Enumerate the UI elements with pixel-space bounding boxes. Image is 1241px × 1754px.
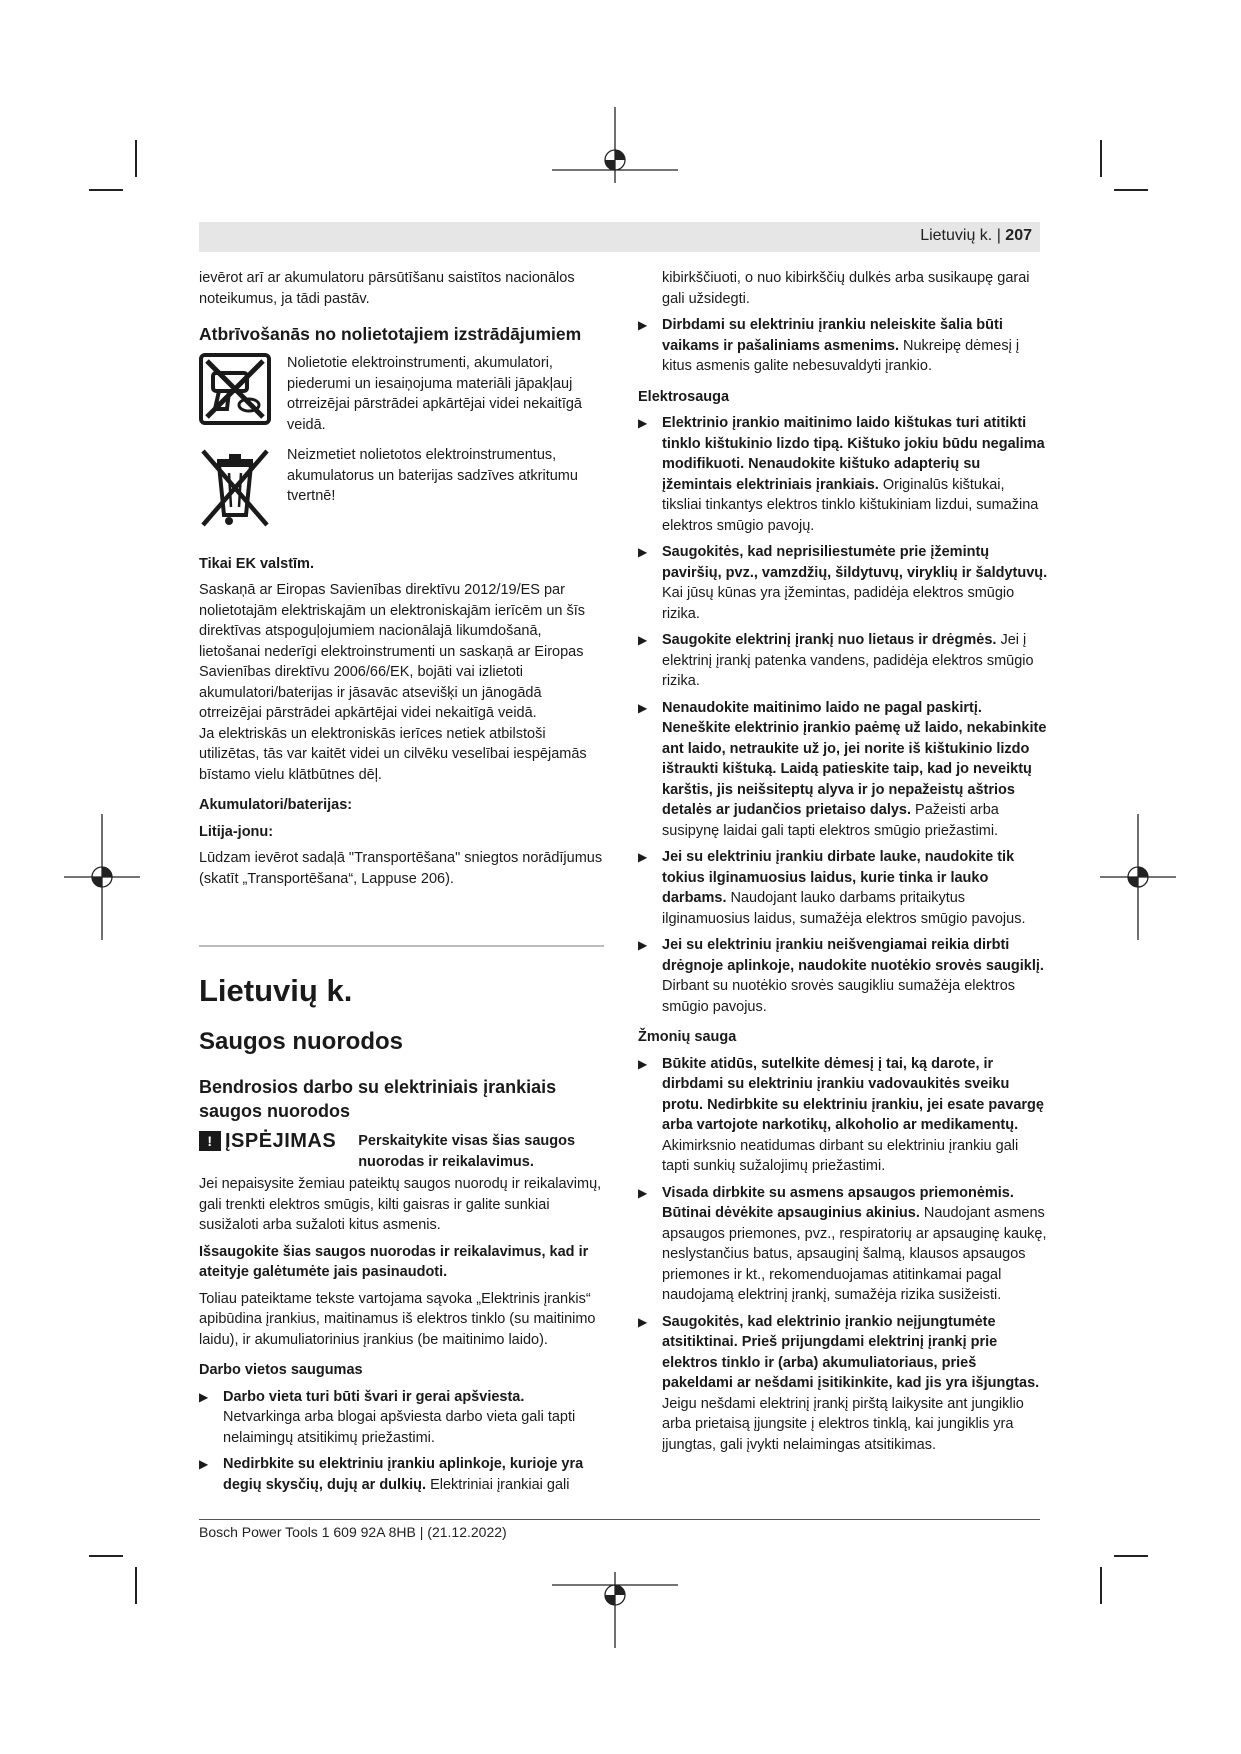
triangle-bullet-icon: ▶ [638, 700, 648, 715]
term-definition: Toliau pateiktame tekste vartojama sąvoka „Elektrinis įrankis“ apibūdina įrankius, maitinamus iš elektros tinklo (su maitinimo laidu), ir akumuliatorinius įrankius (be maitinimo laido). [199, 1290, 596, 1348]
bullet-bold: Jei su elektriniu įrankiu dirbate lauke, naudokite tik tokius ilginamuosius laidus, kurie tinka ir lauko darbams. [662, 849, 1015, 906]
triangle-bullet-icon: ▶ [199, 1457, 209, 1471]
language-heading: Lietuvių k. [199, 973, 353, 1008]
crop-mark [135, 1567, 137, 1604]
right-column [638, 268, 1048, 1461]
crop-mark [1114, 1555, 1148, 1557]
eu-text-2: Ja elektriskās un elektroniskās ierīces netiek atbilstoši utilizētas, tās var kaitēt videi un cilvēku veselībai iespējamās bīstamo vielu klātbūtnes dēļ. [199, 725, 587, 783]
crop-mark [1100, 1567, 1102, 1604]
page-number: 207 [1005, 227, 1032, 244]
disposal-row-2 [199, 445, 604, 536]
list-item [638, 1054, 1048, 1177]
list-item [638, 935, 1048, 1017]
eu-heading: Tikai EK valstīm. [199, 555, 314, 572]
triangle-bullet-icon: ▶ [638, 1314, 648, 1329]
intro-text: ievērot arī ar akumulatoru pārsūtīšanu saistītos nacionālos noteikumus, ja tādi pastāv. [199, 270, 575, 307]
registration-mark-top [550, 105, 680, 185]
list-item [199, 1387, 604, 1449]
workplace-heading: Darbo vietos saugumas [199, 1362, 363, 1378]
disposal-text-2: Neizmetiet nolietotos elektroinstrumentus, akumulatorus un baterijas sadzīves atkritumu tvertnē! [287, 447, 578, 504]
bullet-text: Elektriniai įrankiai gali [430, 1476, 570, 1493]
bullet-text: Pažeisti arba susipynę laidai gali tapti elektros smūgio priežastimi. [662, 802, 999, 839]
list-item [638, 413, 1048, 536]
registration-mark-right [1098, 812, 1178, 942]
list-item [638, 847, 1048, 929]
crop-mark [89, 189, 123, 191]
continued-text: kibirkščiuoti, o nuo kibirkščių dulkės arba susikaupę garai gali užsidegti. [662, 270, 1030, 307]
warning-label-text: ĮSPĖJIMAS [225, 1130, 337, 1152]
bullet-bold: Dirbdami su elektriniu įrankiu neleiskite šalia būti vaikams ir pašaliniams asmenims. [662, 317, 1003, 354]
bullet-bold: Nedirbkite su elektriniu įrankiu aplinkoje, kurioje yra degių skysčių, dujų ar dulkių. [223, 1456, 584, 1493]
bullet-text: Naudojant asmens apsaugos priemones, pvz., respiratorių ar apsauginę kaukę, neslystančius batus, apsauginį šalmą, klausos apsaugos priemones ir kt., rekomenduojamas atitinkamai pagal naudojamą elektrinį įrankį, sumažėja rizika susižeisti. [662, 1205, 1047, 1303]
disposal-row-1 [199, 353, 604, 441]
list-item [638, 1183, 1048, 1306]
disposal-heading: Atbrīvošanās no nolietotajiem izstrādājumiem [199, 324, 582, 344]
bullet-text: Akimirksnio neatidumas dirbant su elektriniu įrankiu gali tapti sunkių sužalojimų priežastimi. [662, 1137, 1019, 1174]
bullet-bold: Būkite atidūs, sutelkite dėmesį į tai, ką darote, ir dirbdami su elektriniu įrankiu vadovaukitės sveiku protu. Nedirbkite su elektriniu įrankiu, jei esate pavargę arba vartojote narkotikų, alkoholio ar medikamentų. [662, 1055, 1044, 1133]
bullet-text: Jeigu nešdami elektrinį įrankį pirštą laikysite ant jungiklio arba prietaisą įjungsite į elektros tinklą, kai jungiklis yra įjungtas, gali įvykti nelaimingas atsitikimas. [662, 1395, 1024, 1453]
bullet-text: Dirbant su nuotėkio srovės saugikliu sumažėja elektros smūgio pavojus. [662, 978, 1016, 1015]
left-column [199, 268, 604, 1501]
triangle-bullet-icon: ▶ [638, 1056, 648, 1071]
warning-block [199, 1131, 604, 1172]
bullet-text: Netvarkinga arba blogai apšviesta darbo vieta gali tapti nelaimingų atsitikimų priežastimi. [223, 1409, 576, 1446]
crop-mark [135, 140, 137, 177]
list-item [638, 542, 1048, 624]
safety-heading: Saugos nuorodos [199, 1028, 403, 1055]
bullet-bold: Saugokitės, kad neprisiliestumėte prie įžemintų paviršių, pvz., vamzdžių, šildytuvų, viryklių ir šaldytuvų. [662, 544, 1048, 581]
bullet-text: Originalūs kištukai, tiksliai tinkantys elektros tinklo kištukiniam lizdui, sumažina elektros smūgio pavojų. [662, 476, 1039, 534]
bullet-text: Kai jūsų kūnas yra įžemintas, padidėja elektros smūgio rizika. [662, 585, 1015, 622]
list-item [199, 1454, 604, 1495]
general-safety-heading: Bendrosios darbo su elektriniais įrankiais saugos nuorodos [199, 1077, 557, 1121]
bullet-text: Naudojant lauko darbams pritaikytus ilginamuosius laidus, sumažėja elektros smūgio pavojus. [662, 890, 1026, 927]
page-footer: Bosch Power Tools 1 609 92A 8HB | (21.12.2022) [199, 1524, 507, 1540]
list-item [638, 1312, 1048, 1456]
bullet-text: Nukreipę dėmesį į kitus asmenis galite nebesuvaldyti įrankio. [662, 337, 1020, 374]
triangle-bullet-icon: ▶ [638, 938, 648, 952]
list-item [638, 630, 1048, 692]
bullet-text: Jei į elektrinį įrankį patenka vandens, padidėja elektros smūgio rizika. [662, 632, 1034, 689]
bullet-bold: Saugokitės, kad elektrinio įrankio neįjungtumėte atsitiktinai. Prieš prijungdami elektrinį įrankį prie elektros tinklo ir (arba) akumuliatoriaus, prieš pakeldami ar nešdami įsitikinkite, kad jis yra išjungtas. [662, 1313, 1040, 1391]
warning-triangle-icon: ! [199, 1131, 221, 1151]
triangle-bullet-icon: ▶ [638, 1185, 648, 1200]
no-tools-in-waste-icon [199, 353, 275, 432]
bullet-bold: Nenaudokite maitinimo laido ne pagal paskirtį. Neneškite elektrinio įrankio paėmę už laido, nekabinkite ant laido, netraukite už jo, jei norite iš kištukinio lizdo ištraukti kištuką. Laidą patieskite taip, kad jo neveiktų karštis, jis neišsiteptų alyva ir jo nepažeistų aštrios detalės ar judančios prietaiso dalys. [662, 699, 1047, 818]
list-item [638, 315, 1048, 377]
triangle-bullet-icon: ▶ [638, 416, 648, 430]
registration-mark-left [62, 812, 142, 942]
lithium-text: Lūdzam ievērot sadaļā "Transportēšana" sniegtos norādījumus (skatīt „Transportēšana“, Lappuse 206). [199, 850, 603, 887]
list-item [638, 698, 1048, 842]
page-header [199, 222, 1040, 252]
crop-mark [1100, 140, 1102, 177]
triangle-bullet-icon: ▶ [638, 850, 648, 864]
personal-safety-heading: Žmonių sauga [638, 1029, 737, 1045]
crop-mark [1114, 189, 1148, 191]
bullet-bold: Visada dirbkite su asmens apsaugos priemonėmis. Būtinai dėvėkite apsauginius akinius. [662, 1184, 1014, 1221]
bullet-bold: Jei su elektriniu įrankiu neišvengiamai reikia dirbti drėgnoje aplinkoje, naudokite nuotėkio srovės saugiklį. [662, 937, 1044, 974]
crop-mark [89, 1555, 123, 1557]
batteries-heading: Akumulatori/baterijas: [199, 797, 353, 813]
disposal-text-1: Nolietotie elektroinstrumenti, akumulatori, piederumi un iesaiņojuma materiāli jāpakļauj otrreizējai pārstrādei apkārtējai videi nekaitīgā veidā. [287, 355, 582, 433]
header-section: Lietuvių k. [920, 227, 993, 244]
warning-label [199, 1131, 336, 1152]
keep-instructions: Išsaugokite šias saugos nuorodas ir reikalavimus, kad ir ateityje galėtumėte jais pasinaudoti. [199, 1243, 589, 1280]
lithium-heading: Litija-jonu: [199, 823, 274, 840]
triangle-bullet-icon: ▶ [199, 1389, 209, 1404]
footer-rule [199, 1519, 1040, 1520]
bullet-bold: Elektrinio įrankio maitinimo laido kištukas turi atitikti tinklo kištukinio lizdo tipą. Kištuko jokiu būdu negalima modifikuoti. Nenaudokite kištuko adapterių su įžemintais elektriniais įrankiais. [662, 415, 1045, 493]
eu-text-1: Saskaņā ar Eiropas Savienības direktīvu 2012/19/ES par nolietotajām elektriskajām un elektroniskajām ierīcēm un šīs direktīvas atspoguļojumiem nacionālajā likumdošanā, lietošanai nederīgi elektroinstrumenti un saskaņā ar Eiropas Savienības direktīvu 2006/66/EK, bojāti vai izlietoti akumulatori/baterijas ir jāsavāc atsevišķi un jānogādā otrreizējai pārstrādei apkārtējai videi nekaitīgā veidā. [199, 582, 586, 721]
bullet-bold: Saugokite elektrinį įrankį nuo lietaus ir drėgmės. [662, 632, 997, 648]
warning-text: Jei nepaisysite žemiau pateiktų saugos nuorodų ir reikalavimų, gali trenkti elektros smūgis, kilti gaisras ir galite sunkiai susižaloti arba sužaloti kitus asmenis. [199, 1176, 602, 1233]
header-text: Lietuvių k. | 207 [920, 227, 1032, 244]
crossed-bin-icon [199, 445, 275, 536]
registration-mark-bottom [550, 1570, 680, 1650]
section-divider [199, 945, 604, 947]
triangle-bullet-icon: ▶ [638, 545, 648, 559]
triangle-bullet-icon: ▶ [638, 633, 648, 647]
electrical-heading: Elektrosauga [638, 388, 730, 405]
bullet-bold: Darbo vieta turi būti švari ir gerai apšviesta. [223, 1388, 525, 1405]
triangle-bullet-icon: ▶ [638, 318, 648, 332]
warning-bold: Perskaitykite visas šias saugos nuorodas ir reikalavimus. [358, 1133, 576, 1170]
